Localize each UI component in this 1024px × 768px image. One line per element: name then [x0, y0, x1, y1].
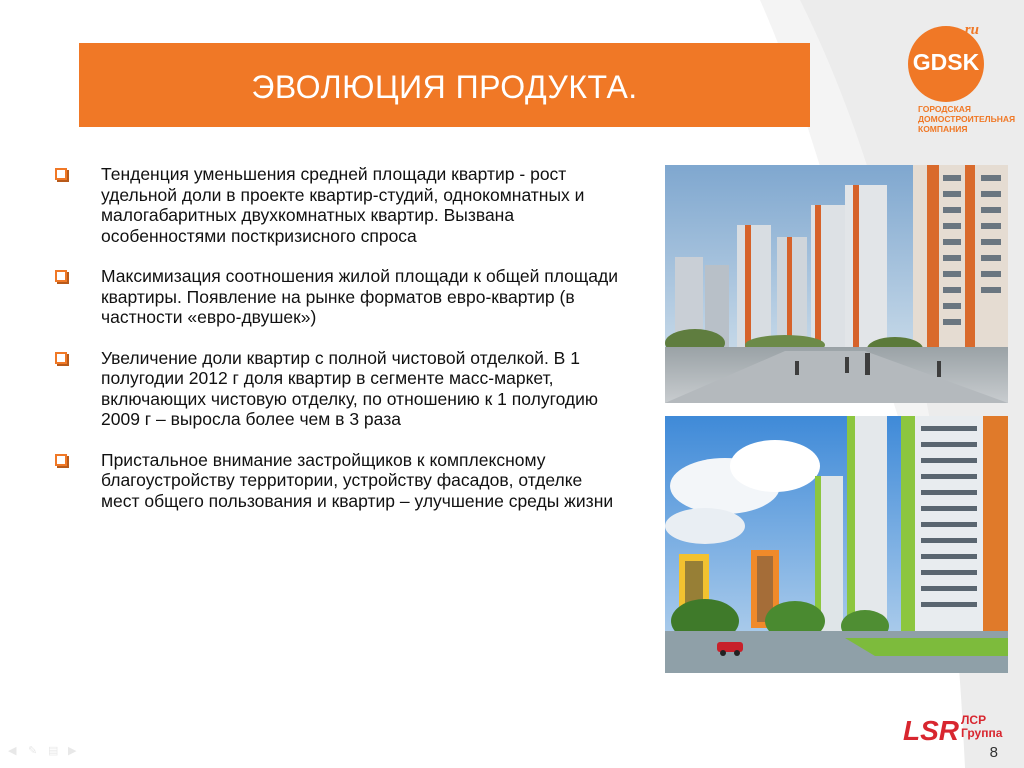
bullet-item	[48, 450, 618, 512]
residential-towers-image	[665, 165, 1008, 403]
bullet-list	[48, 164, 618, 531]
forward-arrow-icon[interactable]: ▶	[68, 745, 77, 757]
gdsk-logo-text: GDSK	[912, 49, 980, 75]
bullet-item	[48, 266, 618, 328]
lsr-logo-line1: ЛСР	[961, 713, 987, 727]
title-bar	[79, 43, 810, 127]
lsr-logo-line2: Группа	[961, 726, 1003, 740]
svg-text:LSR: LSR	[903, 715, 959, 746]
logo-caption-line: ГОРОДСКАЯ	[918, 104, 972, 114]
checkbox-bullet-icon	[55, 168, 67, 180]
bullet-text: Пристальное внимание застройщиков к комплексному благоустройству территории, устройству фасадов, отделке мест общего пользования и квартир – улучшение среды жизни	[101, 449, 614, 511]
logo-caption-line: ДОМОСТРОИТЕЛЬНАЯ	[918, 114, 1016, 124]
checkbox-bullet-icon	[55, 270, 67, 282]
back-arrow-icon[interactable]: ◀	[8, 745, 17, 757]
page-number: 8	[989, 744, 998, 761]
bullet-text: Максимизация соотношения жилой площади к общей площади квартиры. Появление на рынке форматов евро-квартир (в частности «евро-двушек»)	[101, 266, 619, 327]
pen-icon[interactable]: ✎	[28, 745, 38, 757]
gdsk-logo-caption	[918, 104, 1018, 134]
checkbox-bullet-icon	[55, 352, 67, 364]
slides-menu-icon[interactable]: ▤	[48, 745, 59, 757]
page-title: ЭВОЛЮЦИЯ ПРОДУКТА.	[251, 69, 638, 105]
bullet-item	[48, 348, 618, 430]
gdsk-logo-suffix: .ru	[961, 22, 979, 38]
slide-nav-controls	[8, 746, 82, 756]
bullet-text: Тенденция уменьшения средней площади квартир - рост удельной доли в проекте квартир-студий, однокомнатных и малогабаритных двухкомнатных квартир. Вызвана особенностями посткризисного спроса	[101, 164, 585, 246]
lsr-group-logo	[903, 712, 1013, 748]
logo-caption-line: КОМПАНИЯ	[918, 124, 968, 134]
bullet-text: Увеличение доли квартир с полной чистовой отделкой. В 1 полугодии 2012 г доля квартир в сегменте масс-маркет, включающих чистовую отделку, по отношению к 1 полугодию 2009 г – выросла более чем в 3 раза	[101, 347, 599, 429]
residential-street-image	[665, 416, 1008, 673]
bullet-item	[48, 164, 618, 246]
checkbox-bullet-icon	[55, 454, 67, 466]
